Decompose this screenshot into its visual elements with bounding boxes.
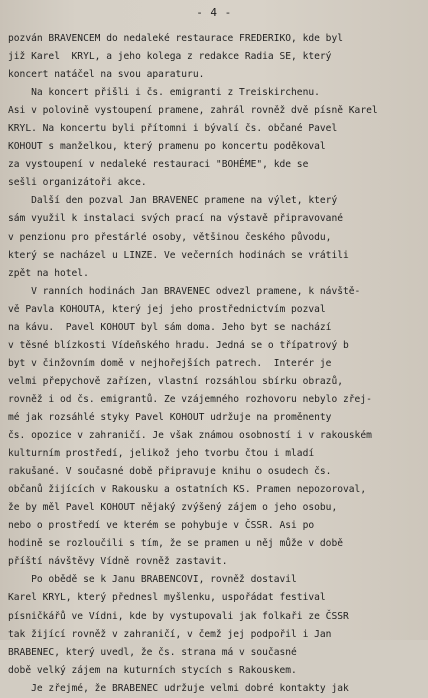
text-line: kulturním prostředí, jelikož jeho tvorbu čtou i mladí (8, 448, 315, 460)
text-line: sešli organizátoři akce. (8, 177, 147, 189)
text-line: KOHOUT s manželkou, který pramenu po koncertu poděkoval (8, 141, 326, 153)
text-line: velmi přepychově zařízen, vlastní rozsáhlou sbírku obrazů, (8, 375, 344, 387)
page-number: - 4 - (196, 6, 232, 19)
text-line: V ranních hodinách Jan BRAVENEC odvezl pramene, k návště- (8, 285, 361, 297)
text-line: sám využil k instalaci svých prací na výstavě připravované (8, 213, 344, 225)
text-line: Na koncert přišli i čs. emigranti z Treiskirchenu. (8, 87, 320, 99)
text-line: Karel KRYL, který přednesl myšlenku, uspořádat festival (8, 592, 326, 604)
text-line: že by měl Pavel KOHOUT nějaký zvýšený zájem o jeho osobu, (8, 502, 338, 514)
text-line: mé jak rozsáhlé styky Pavel KOHOUT udržuje na proměnenty (8, 411, 332, 423)
text-line: byt v činžovním domě v nejhořejších patrech. Interér je (8, 357, 332, 369)
text-line: zpět na hotel. (8, 267, 89, 279)
text-line: tak žijící rovněž v zahraničí, v čemž jej podpořil i Jan (8, 628, 332, 640)
text-line: občanů žijících v Rakousku a ostatních KS. Pramen nepozoroval, (8, 484, 367, 496)
text-line: Asi v polovině vystoupení pramene, zahrál rovněž dvě písně Karel (8, 105, 378, 117)
text-line: Je zřejmé, že BRABENEC udržuje velmi dobré kontakty jak (8, 682, 349, 694)
text-line: v těsné blízkosti Vídeňského hradu. Jedná se o třípatrový b (8, 339, 349, 351)
text-line: rakušané. V současné době připravuje knihu o osudech čs. (8, 466, 332, 478)
text-line: nebo o prostředí ve kterém se pohybuje v ČSSR. Asi po (8, 520, 315, 532)
text-line: v penzionu pro přestárlé osoby, většinou českého původu, (8, 231, 332, 243)
text-line: vě Pavla KOHOUTA, který jej jeho prostřednictvím pozval (8, 303, 326, 315)
text-line: čs. opozice v zahraničí. Je však známou osobností i v rakouském (8, 430, 372, 442)
text-line: písničkářů ve Vídni, kde by vystupovali jak folkaři ze ČSSR (8, 610, 349, 622)
text-line: rovněž i od čs. emigrantů. Ze vzájemného rozhovoru nebylo zřej- (8, 393, 372, 405)
text-line: koncert natáčel na svou aparaturu. (8, 69, 205, 81)
text-line: KRYL. Na koncertu byli přítomni i bývalí čs. občané Pavel (8, 123, 338, 135)
text-line: který se nacházel u LINZE. Ve večerních hodinách se vrátili (8, 249, 349, 261)
text-line: pozván BRAVENCEM do nedaleké restaurace FREDERIKO, kde byl (8, 33, 344, 44)
text-line: BRABENEC, který uvedl, že čs. strana má v současné (8, 646, 297, 658)
text-line: již Karel KRYL, a jeho kolega z redakce Radia SE, který (8, 51, 332, 63)
text-line: hodině se rozloučili s tím, že se pramen u něj může v době (8, 538, 344, 550)
text-line: za vystoupení v nedaleké restauraci "BOHÉME", kde se (8, 159, 309, 171)
text-line: době velký zájem na kuturních stycích s Rakouskem. (8, 664, 297, 676)
text-line: příští návštěvy Vídně rovněž zastavit. (8, 556, 228, 568)
text-line: na kávu. Pavel KOHOUT byl sám doma. Jeho byt se nachází (8, 321, 332, 333)
text-line: Další den pozval Jan BRAVENEC pramene na výlet, který (8, 195, 338, 207)
document-body (8, 30, 422, 698)
text-line: Po obědě se k Janu BRABENCOVI, rovněž dostavil (8, 574, 297, 586)
